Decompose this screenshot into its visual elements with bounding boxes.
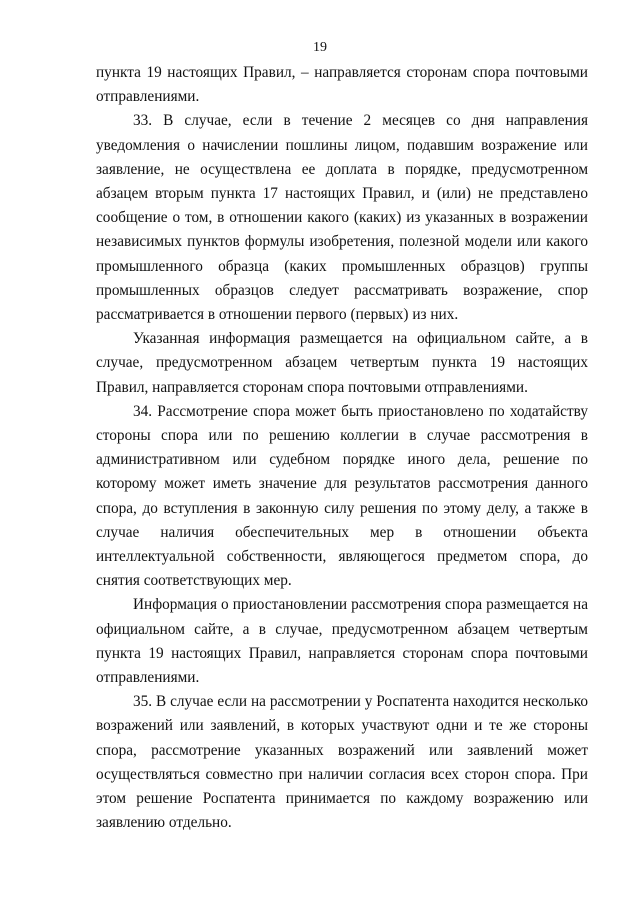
paragraph-item-35: 35. В случае если на рассмотрении у Роспатента находится несколько возражений или заявлений, в которых участвуют одни и те же стороны спора, рассмотрение указанных возражений или заявлений может осуществляться совместно при наличии согласия всех сторон спора. При этом решение Роспатента принимается по каждому возражению или заявлению отдельно. bbox=[96, 693, 588, 832]
page-number: 19 bbox=[313, 40, 327, 55]
paragraph-item-34: 34. Рассмотрение спора может быть приостановлено по ходатайству стороны спора или по решению коллегии в случае рассмотрения в административном или судебном порядке иного дела, решение по которому может иметь значение для результатов рассмотрения данного спора, до вступления в законную силу решения по этому делу, а также в случае наличия обеспечительных мер в отношении объекта интеллектуальной собственности, являющегося предметом спора, до снятия соответствующих мер. bbox=[96, 402, 588, 590]
paragraph-info-34: Информация о приостановлении рассмотрения спора размещается на официальном сайте, а в случае, предусмотренном абзацем четвертым пункта 19 настоящих Правил, направляется сторонам спора почтовыми отправлениями. bbox=[96, 596, 588, 687]
body-text bbox=[96, 61, 588, 836]
paragraph-info-33: Указанная информация размещается на официальном сайте, а в случае, предусмотренном абзацем четвертым пункта 19 настоящих Правил, направляется сторонам спора почтовыми отправлениями. bbox=[96, 330, 588, 396]
paragraph-item-33: 33. В случае, если в течение 2 месяцев со дня направления уведомления о начислении пошлины лицом, подавшим возражение или заявление, не осуществлена ее доплата в порядке, предусмотренном абзацем вторым пункта 17 настоящих Правил, и (или) не представлено сообщение о том, в отношении какого (каких) из указанных в возражении независимых пунктов формулы изобретения, полезной модели или какого промышленного образца (каких промышленных образцов) группы промышленных образцов следует рассматривать возражение, спор рассматривается в отношении первого (первых) из них. bbox=[96, 112, 588, 324]
paragraph-continuation: пункта 19 настоящих Правил, – направляется сторонам спора почтовыми отправлениями. bbox=[96, 64, 588, 106]
